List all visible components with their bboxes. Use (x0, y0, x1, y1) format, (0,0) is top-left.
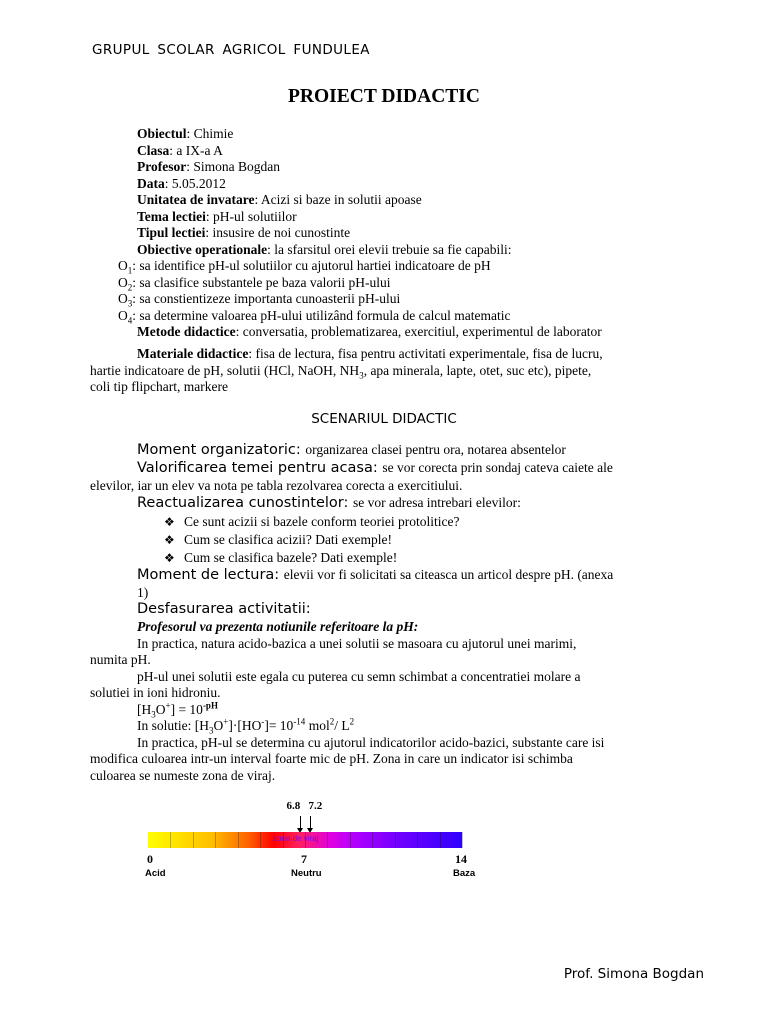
ph-cell (327, 832, 350, 848)
para3-line-2: modifica culoarea intr-un interval foarte mic de pH. Zona in care un indicator isi schimba (90, 751, 573, 766)
field-obiective: Obiective operationale: la sfarsitul orei elevii trebuie sa fie capabili: (137, 241, 512, 257)
para3-line-1: In practica, pH-ul se determina cu ajutorul indicatorilor acido-bazici, substante care isi (137, 734, 605, 750)
scenariu-title: SCENARIUL DIDACTIC (311, 411, 457, 427)
marker-right-label: 7.2 (308, 800, 323, 812)
objective-4: $O_4$: sa determine valoarea pH-ului utilizând formula de calcul matematic (118, 307, 511, 326)
profesorul-heading: Profesorul va prezenta notiunile referitoare la pH: (137, 619, 419, 634)
lesson-info (118, 126, 676, 341)
diamond-bullet-icon: ❖ (164, 514, 175, 529)
ph-cell (440, 832, 463, 848)
scale-end-label: 14 (455, 852, 467, 866)
objective-1: $O_1$: sa identifice pH-ul solutiilor cu ajutorul hartiei indicatoare de pH (118, 258, 491, 276)
diamond-bullet-icon: ❖ (164, 532, 175, 547)
diamond-bullet-icon: ❖ (164, 550, 175, 565)
ph-cell (170, 832, 193, 848)
document-title: PROIECT DIDACTIC (288, 86, 480, 107)
ph-cell (372, 832, 395, 848)
reactualizarea: Reactualizarea cunostintelor: se vor adresa intrebari elevilor: (137, 494, 521, 511)
list-item: ❖ Cum se clasifica bazele? Dati exemple! (164, 549, 398, 565)
objective-2: $O_2$: sa clasifice substantele pe baza valorii pH-ului (118, 274, 391, 293)
formula-ph: $[H_3O^+] = 10^{-pH}$ (137, 700, 218, 720)
para3-line-3: culoarea se numeste zona de viraj. (90, 767, 276, 783)
base-label: Baza (453, 868, 476, 879)
formula-kw: In solutie: $[H_3O^+]\cdot[HO^-]= 10^{-14}$ mol$^2$/ $L^2$ (137, 716, 355, 736)
ph-cell (417, 832, 440, 848)
para1-line-1: In practica, natura acido-bazica a unei solutii se masoara cu ajutorul unei marimi, (137, 635, 577, 651)
ph-cell (395, 832, 418, 848)
school-header: GRUPUL SCOLAR AGRICOL FUNDULEA (92, 42, 370, 58)
question-list (90, 513, 676, 567)
scenariu-content (90, 442, 676, 784)
scale-middle-label: 7 (301, 852, 307, 866)
footer-author: Prof. Simona Bogdan (563, 966, 704, 982)
materiale-paragraph (90, 346, 676, 396)
ph-cell (215, 832, 238, 848)
ph-scale-figure (144, 796, 484, 886)
neutral-label: Neutru (291, 868, 322, 879)
list-item: ❖ Ce sunt acizii si bazele conform teoriei protolitice? (164, 513, 460, 529)
field-obiectul: Obiectul: Chimie (137, 126, 234, 141)
marker-left-label: 6.8 (286, 800, 301, 812)
viraj-zone-label: zona de viraj (273, 834, 319, 843)
desfasurarea: Desfasurarea activitatii: (137, 601, 311, 617)
valorificarea-line-1: Valorificarea temei pentru acasa: se vor corecta prin sondaj cateva caiete ale (137, 460, 613, 476)
materiale-line-3: coli tip flipchart, markere (90, 379, 228, 394)
moment-lectura-line-2: 1) (137, 584, 149, 600)
valorificarea-line-2: elevilor, iar un elev va nota pe tabla rezolvarea corecta a exercitiului. (90, 478, 463, 493)
para1-line-2: numita pH. (90, 652, 151, 667)
ph-cell (350, 832, 373, 848)
materiale-line-1: Materiale didactice: fisa de lectura, fisa pentru activitati experimentale, fisa de lucru, (137, 346, 603, 361)
field-data: Data: 5.05.2012 (137, 175, 226, 191)
list-item: ❖ Cum se clasifica acizii? Dati exemple! (164, 531, 393, 547)
field-tema: Tema lectiei: pH-ul solutiilor (137, 208, 297, 224)
ph-cell (238, 832, 261, 848)
acid-label: Acid (145, 868, 166, 879)
ph-cell (148, 832, 171, 848)
field-tipul: Tipul lectiei: insusire de noi cunostinte (137, 225, 351, 240)
field-unitatea: Unitatea de invatare: Acizi si baze in solutii apoase (137, 192, 422, 207)
field-metode: Metode didactice: conversatia, problematizarea, exercitiul, experimentul de laborator (137, 324, 602, 339)
para2-line-1: pH-ul unei solutii este egala cu puterea cu semn schimbat a concentratiei molare a (137, 668, 581, 684)
objective-3: $O_3$: sa constientizeze importanta cunoasterii pH-ului (118, 291, 401, 309)
moment-lectura: Moment de lectura: elevii vor fi solicitati sa citeasca un articol despre pH. (anexa (137, 566, 614, 583)
moment-organizatoric: Moment organizatoric: organizarea clasei pentru ora, notarea absentelor (137, 442, 566, 458)
para2-line-2: solutiei in ioni hidroniu. (90, 685, 221, 700)
field-profesor: Profesor: Simona Bogdan (137, 159, 280, 174)
ph-cell (193, 832, 216, 848)
scale-start-label: 0 (147, 852, 153, 866)
field-clasa: Clasa: a IX-a A (137, 142, 223, 158)
materiale-line-2: hartie indicatoare de pH, solutii (HCl, NaOH, $NH_3$, apa minerala, lapte, otet, suc etc), pipete, (90, 362, 592, 381)
